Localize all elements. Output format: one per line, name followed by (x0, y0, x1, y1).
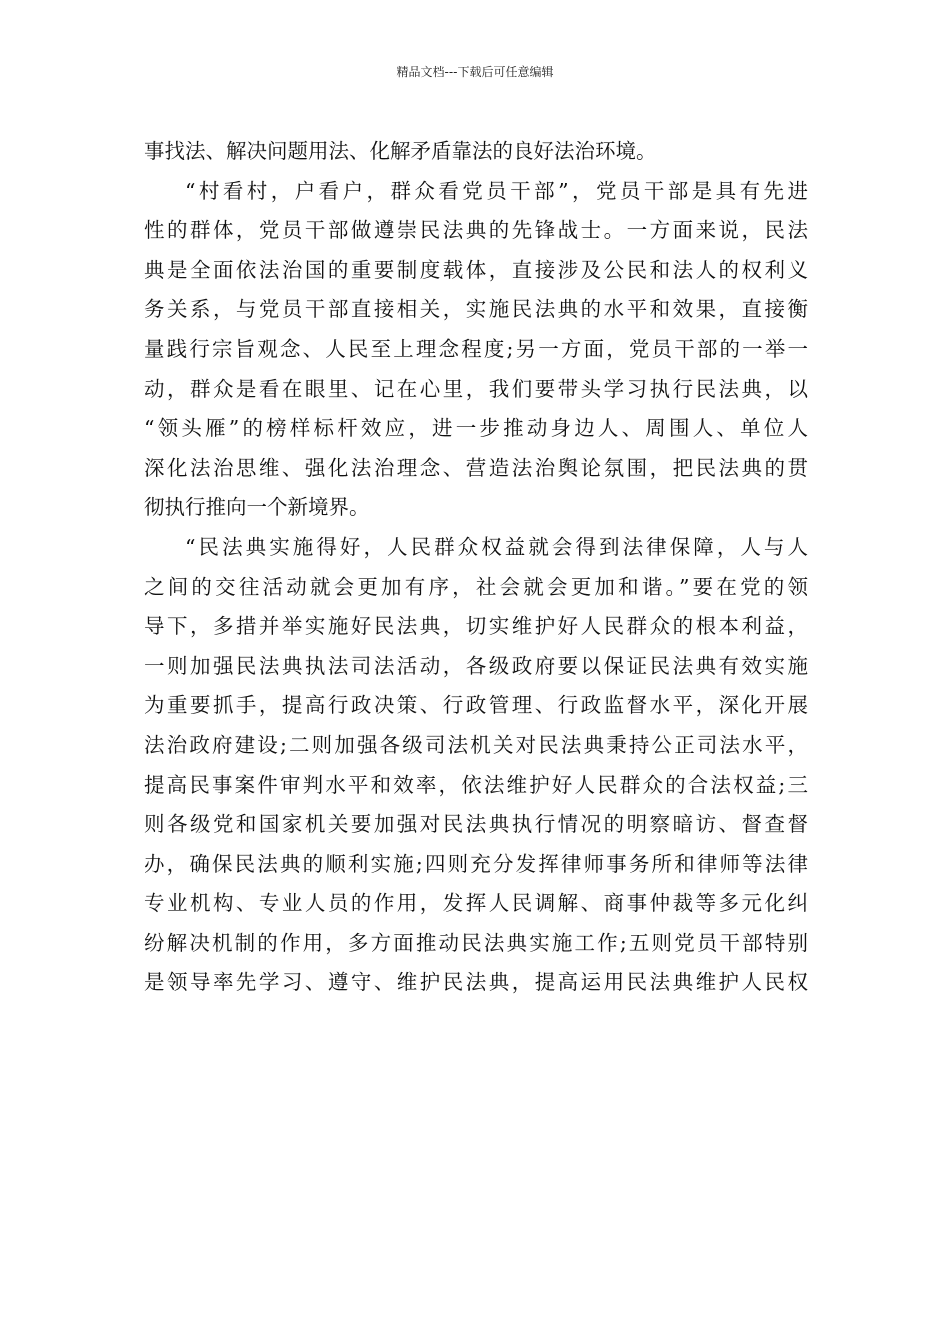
text-line: 办，确保民法典的顺利实施;四则充分发挥律师事务所和律师等法律 (144, 851, 808, 876)
text-line: 性的群体，党员干部做遵崇民法典的先锋战士。一方面来说，民法 (144, 218, 808, 243)
text-line: 之间的交往活动就会更加有序，社会就会更加和谐。”要在党的领 (144, 574, 808, 599)
text-line: 彻执行推向一个新境界。 (144, 495, 370, 520)
text-line: 事找法、解决问题用法、化解矛盾靠法的良好法治环境。 (144, 139, 657, 163)
text-line: 则各级党和国家机关要加强对民法典执行情况的明察暗访、督查督 (144, 812, 808, 837)
text-line: 是领导率先学习、遵守、维护民法典，提高运用民法典维护人民权 (144, 970, 808, 995)
text-line: “村看村，户看户，群众看党员干部”，党员干部是具有先进 (185, 178, 808, 203)
text-line: 一则加强民法典执法司法活动，各级政府要以保证民法典有效实施 (144, 653, 808, 678)
text-line: 深化法治思维、强化法治理念、营造法治舆论氛围，把民法典的贯 (144, 455, 808, 480)
text-line: 法治政府建设;二则加强各级司法机关对民法典秉持公正司法水平， (144, 732, 808, 757)
text-line: 提高民事案件审判水平和效率，依法维护好人民群众的合法权益;三 (144, 772, 808, 797)
text-line: 导下，多措并举实施好民法典，切实维护好人民群众的根本利益， (144, 614, 808, 639)
text-line: 为重要抓手，提高行政决策、行政管理、行政监督水平，深化开展 (144, 693, 808, 718)
text-line: 量践行宗旨观念、人民至上理念程度;另一方面，党员干部的一举一 (144, 336, 808, 361)
body-text (144, 132, 808, 1003)
text-line: 典是全面依法治国的重要制度载体，直接涉及公民和法人的权利义 (144, 257, 808, 282)
text-line: “领头雁”的榜样标杆效应，进一步推动身边人、周围人、单位人 (144, 416, 808, 441)
text-line: 动，群众是看在眼里、记在心里，我们要带头学习执行民法典，以 (144, 376, 808, 401)
text-line: 纷解决机制的作用，多方面推动民法典实施工作;五则党员干部特别 (144, 930, 808, 955)
text-line: “民法典实施得好，人民群众权益就会得到法律保障，人与人 (185, 534, 808, 559)
page-header: 精品文档---下载后可任意编辑 (396, 65, 554, 79)
text-line: 专业机构、专业人员的作用，发挥人民调解、商事仲裁等多元化纠 (144, 891, 808, 916)
text-line: 务关系，与党员干部直接相关，实施民法典的水平和效果，直接衡 (144, 297, 808, 322)
